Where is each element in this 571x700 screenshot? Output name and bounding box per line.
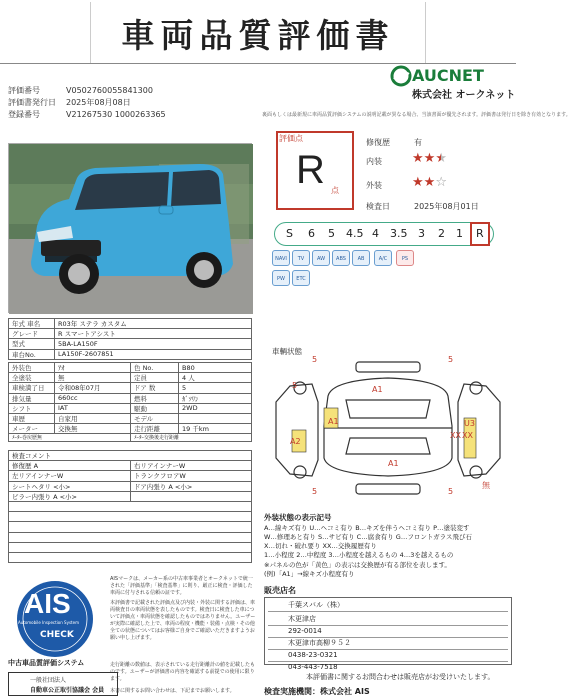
meta-label: 評価書発行日 — [8, 98, 56, 107]
interior-stars — [412, 152, 447, 165]
inspect-row — [9, 532, 252, 542]
spec-label: 車台No. — [9, 349, 55, 359]
history-value: 有 — [414, 138, 422, 147]
spec-value: 無 — [55, 373, 131, 383]
mark-u3: U3 — [464, 419, 475, 428]
scale-item: 4 — [372, 227, 379, 240]
spec-label: モデル — [131, 413, 179, 423]
legend-line: X…切れ・破れ要り XX…交換履歴有り — [264, 542, 377, 550]
shop-branch: 木更津店 — [268, 613, 508, 626]
ais-desc-1: AISマークは、メーカー系の中古車事業者とオークネットで統一された「評価基準」「検査基準」に則り、厳正に検査・評価した車両に付与される信頼の証です。 — [110, 576, 253, 596]
vehicle-condition-diagram — [272, 356, 504, 504]
scale-item: 2 — [438, 227, 445, 240]
spec-row — [9, 403, 252, 413]
spec-value: R スマートアシスト — [55, 329, 252, 339]
spec-value: ｶﾞｿﾘﾝ — [179, 393, 252, 403]
scale-item: 1 — [456, 227, 463, 240]
diagram-title: 車輌状態 — [272, 347, 302, 356]
meta-label: 評価番号 — [8, 86, 40, 95]
inspect-row — [9, 461, 252, 471]
mark-5: 5 — [448, 487, 454, 496]
scale-item: 6 — [308, 227, 315, 240]
spec-value: 4 人 — [179, 373, 252, 383]
spec-label: 駆動 — [131, 403, 179, 413]
inspect-cell: ドア内張り A <小> — [131, 481, 252, 491]
scale-item: R — [476, 227, 484, 240]
inspect-cell: 左リアインナーW — [9, 471, 131, 481]
exterior-stars — [412, 176, 447, 189]
inspect-cell: 修復歴 A — [9, 461, 131, 471]
spec-label: 年式 車名 — [9, 319, 55, 329]
history-label: 修復歴 — [366, 138, 390, 147]
inspect-row — [9, 491, 252, 501]
notice-text: 裏面もしくは最新規に車両品質評価システムの説明記載が異なる場合、当該書面が優先されます。評価書は発行日を除き有効となります。 — [262, 112, 571, 118]
spec-label: 定員 — [131, 373, 179, 383]
inspection-date: 2025年08月01日 — [414, 202, 479, 211]
inspect-row — [9, 512, 252, 522]
spec-label: 色 No. — [131, 363, 179, 373]
meter-note-2: ﾒｰﾀｰ交換後走行距離 — [131, 434, 252, 442]
spec-label: 型式 — [9, 339, 55, 349]
page-title: 車両品質評価書 — [121, 16, 395, 55]
abs-icon: ABS — [332, 250, 350, 266]
spec-label: ドア 数 — [131, 383, 179, 393]
shop-zip: 292-0014 — [268, 625, 508, 638]
spec-row — [9, 329, 252, 339]
scale-item: 3 — [418, 227, 425, 240]
ais-org-2: 自動車公正取引協議会 会員 — [30, 687, 105, 694]
shop-address: 木更津市高柳９５２ — [268, 637, 508, 650]
meta-value: 2025年08月08日 — [66, 98, 131, 107]
spec-value: 5BA-LA150F — [55, 339, 252, 349]
legend-line: A…線キズ有り U…ヘコミ有り B…キズを伴うヘコミ有り P…塗装変す — [264, 524, 470, 532]
spec-value: B80 — [179, 363, 252, 373]
aircon-icon: A/C — [374, 250, 392, 266]
mark-a2: A2 — [290, 437, 301, 446]
spec-row — [9, 383, 252, 393]
meta-label: 登録番号 — [8, 110, 40, 119]
aucnet-logo-icon — [390, 65, 412, 87]
spec-label: 走行距離 — [131, 424, 179, 434]
star-full-icon: ★ — [412, 175, 424, 190]
inspect-cell: 右リアインナーW — [131, 461, 252, 471]
spec-label: 車歴 — [9, 413, 55, 423]
spec-value: 交換無 — [55, 424, 131, 434]
spec-label: 車検満了日 — [9, 383, 55, 393]
inspect-row — [9, 542, 252, 552]
spec-row — [9, 319, 252, 329]
spec-row — [9, 393, 252, 403]
star-empty-icon: ☆ — [435, 175, 447, 190]
spec-value: 5 — [179, 383, 252, 393]
title-divider — [0, 63, 516, 64]
legend-title: 外装状態の表示記号 — [264, 513, 332, 522]
power-steering-icon: PS — [396, 250, 414, 266]
spec-label: グレード — [9, 329, 55, 339]
star-full-icon: ★ — [423, 151, 436, 166]
legend-line: (例)「A1」→線キズ小程度有り — [264, 570, 355, 578]
meta-block — [8, 85, 258, 121]
spec-value: LA150F-2607851 — [55, 349, 252, 359]
spec-value: 令和08年07月 — [55, 383, 131, 393]
mark-a1: A1 — [388, 459, 399, 468]
spec-label: シフト — [9, 403, 55, 413]
shop-title: 販売店名 — [264, 586, 296, 595]
spec-label: 排気量 — [9, 393, 55, 403]
navi-icon: NAVI — [272, 250, 290, 266]
spec-value: IAT — [55, 403, 131, 413]
ais-footer: 本書に関するお問い合わせは、下記までお願いします。 — [110, 688, 235, 694]
star-full-icon: ★ — [412, 151, 424, 166]
mark-a1: A1 — [372, 385, 383, 394]
inspect-row — [9, 501, 252, 511]
spec-row — [9, 413, 252, 423]
spec-row — [9, 424, 252, 434]
tv-icon: TV — [292, 250, 310, 266]
footer-org: 検査実施機関：株式会社 AIS — [264, 687, 370, 696]
mark-5: 5 — [292, 381, 298, 390]
star-full-icon: ★ — [423, 175, 436, 190]
scale-item: S — [286, 227, 293, 240]
meta-row-3 — [8, 109, 258, 121]
mark-a1: A1 — [328, 417, 339, 426]
grade-unit: 点 — [331, 186, 339, 195]
legend-line: ※パネルの色が「黄色」の表示は交換歴が有る部位を表します。 — [264, 561, 451, 569]
meta-row-1 — [8, 85, 258, 97]
spec-row — [9, 339, 252, 349]
spec-value: 2WD — [179, 403, 252, 413]
inspect-row — [9, 552, 252, 562]
inspect-cell: シートヘタリ <小> — [9, 481, 131, 491]
footer-note: 本評価書に関するお問合わせは販売店がお受けいたします。 — [306, 673, 495, 681]
inspect-row — [9, 522, 252, 532]
spec-table-main — [8, 362, 252, 442]
spec-label: 外装色 — [9, 363, 55, 373]
ais-desc-3: 走行距離の数値は、表示されている走行距離計の値を記載したものです。ユーザーが評価書の内容を確認する前提での使用に限ります。 — [110, 662, 256, 682]
inspect-row — [9, 481, 252, 491]
aucnet-logo-text: AUCNET — [412, 66, 484, 85]
inspect-comment-label: 検査コメント — [9, 451, 252, 461]
spec-row — [9, 373, 252, 383]
spec-value: 660cc — [55, 393, 131, 403]
inspect-table — [8, 450, 252, 563]
inspect-header — [9, 451, 252, 461]
spec-table-top — [8, 318, 252, 360]
spec-label: 燃料 — [131, 393, 179, 403]
grade-value: R — [296, 148, 325, 192]
meta-row-2 — [8, 97, 258, 109]
car-photo — [8, 143, 252, 313]
inspect-cell: ピラー内張り A <小> — [9, 491, 131, 501]
grade-label: 評価点 — [279, 134, 303, 143]
mark-xx: XX — [462, 431, 473, 440]
ais-org-1: 一般社団法人 — [30, 677, 67, 684]
airbag-icon: AB — [352, 250, 370, 266]
scale-item: 5 — [328, 227, 335, 240]
spec-value: R03年 ステラ カスタム — [55, 319, 252, 329]
ais-logo-text: AIS — [24, 588, 71, 619]
interior-label: 内装 — [366, 157, 382, 166]
meter-note: ﾒｰﾀｰ巻戻歴無 — [9, 434, 131, 442]
scale-item: 3.5 — [390, 227, 408, 240]
spec-value: ｱｵ — [55, 363, 131, 373]
shop-name: 千葉スバル（株） — [268, 599, 508, 612]
aucnet-company: 株式会社 オークネット — [412, 90, 516, 101]
spec-value: 19 千km — [179, 424, 252, 434]
spec-row — [9, 363, 252, 373]
shop-phone-1: 0438-23-0321 — [268, 649, 508, 662]
aluminum-wheel-icon: AW — [312, 250, 330, 266]
meta-value: V0502760055841300 — [66, 86, 153, 95]
spec-label: 全塗装 — [9, 373, 55, 383]
scale-item: 4.5 — [346, 227, 364, 240]
ais-caption: 中古車品質評価システム — [8, 659, 85, 667]
inspect-cell — [131, 491, 252, 501]
ais-desc-2: 本評価書で記載された評価点及び内装・外装に関する評価は、車両検査日の車両状態を表したものです。検査日に検査した車について評価点・車両状態を確認したものではありません。ユーザーが実際に確認した上で、車両の程度・機能・装備・点検・その他全ての状態についてはお客様ご自身でご確認いただきますようお願い申し上げます。 — [110, 600, 256, 641]
mark-5: 5 — [312, 355, 318, 364]
mark-5: 5 — [312, 487, 318, 496]
ais-sub-text: Automobile Inspection System — [18, 620, 79, 625]
legend-line: W…修理あと有り S…サビ有り C…腐食有り G…フロントガラス飛び石 — [264, 533, 472, 541]
power-window-icon: PW — [272, 270, 290, 286]
mark-none: 無 — [482, 481, 490, 490]
inspection-label: 検査日 — [366, 202, 390, 211]
inspect-row — [9, 471, 252, 481]
spec-sub-row — [9, 434, 252, 442]
etc-icon: ETC — [292, 270, 310, 286]
ais-check-text: CHECK — [40, 630, 74, 640]
exterior-label: 外装 — [366, 181, 382, 190]
spec-value: 自家用 — [55, 413, 131, 423]
spec-label: メーター — [9, 424, 55, 434]
spec-value — [179, 413, 252, 423]
star-half-icon: ★ — [435, 151, 447, 166]
meta-value: V21267530 1000263365 — [66, 110, 166, 119]
inspect-cell: トランクフロアW — [131, 471, 252, 481]
mark-5: 5 — [448, 355, 454, 364]
mark-xx: XX — [450, 431, 461, 440]
shop-phone-2: 043-443-7518 — [288, 663, 338, 671]
spec-row — [9, 349, 252, 359]
legend-line: 1…小程度 2…中程度 3…小程度を越えるもの 4…3を越えるもの — [264, 551, 454, 559]
